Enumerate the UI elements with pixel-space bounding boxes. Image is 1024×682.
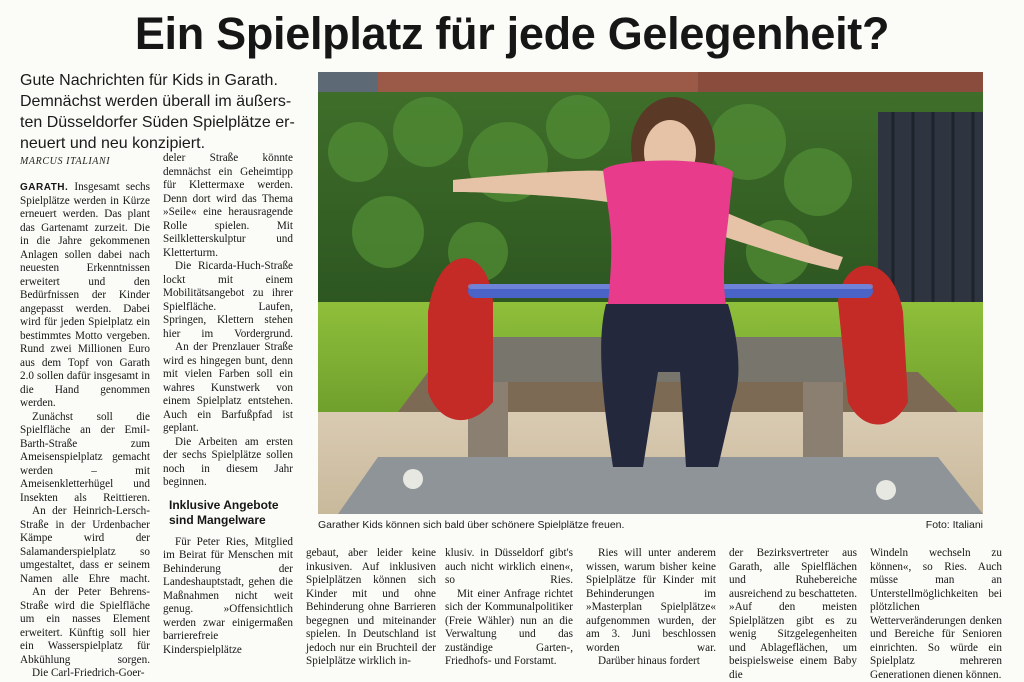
playground-photo-illustration <box>318 72 983 514</box>
text-column-3 <box>306 547 436 669</box>
deck-line: Gute Nachrichten für Kids in Garath. <box>20 72 278 89</box>
text-column-6 <box>729 547 857 682</box>
caption-text: Garather Kids können sich bald über schönere Spielplätze freuen. <box>318 519 625 531</box>
text-column-4 <box>445 547 573 669</box>
paragraph: klusiv. in Düsseldorf gibt's auch nicht wirklich einen«, so Ries. <box>445 547 573 586</box>
article-photo <box>318 72 983 514</box>
paragraph-text: Insgesamt sechs Spielplätze werden in Kürze erneuert werden. Das plant das Gartenamt zurzeit. Die in die Jahre gekommenen Anlagen sollen dabei nach neuesten Erkenntnissen erweitert und den Bedürfnissen der Kinder angepasst werden. Dabei wird für jeden Spielplatz ein bestimmtes Motto vergeben. Rund zwei Millionen Euro aus dem Topf von Garath 2.0 sollen dafür insgesamt in die Hand genommen werden. <box>20 181 150 409</box>
paragraph: Windeln wechseln zu können«, so Ries. Auch müsse man an Unterstellmöglichkeiten bei plötzlichen Wetterveränderungen denken und Bereiche für Senioren einrichten. So würde ein Spielplatz mehreren Generationen dienen können. <box>870 547 1002 681</box>
paragraph: Mit einer Anfrage richtet sich der Kommunalpolitiker (Freie Wähler) nun an die Verwaltung und das zuständige Garten-, Friedhofs- und Forstamt. <box>445 587 573 667</box>
paragraph: deler Straße könnte demnächst ein Geheimtipp für Klettermaxe werden. Denn dort wird das Thema »Seile« eine herausragende Rolle spielen. Mit Seilkletterskulptur und Kletterturm. <box>163 152 293 259</box>
paragraph: Darüber hinaus fordert <box>598 655 700 667</box>
dateline: GARATH. <box>20 182 69 193</box>
paragraph: gebaut, aber leider keine inkusiven. Auf inklusiven Spielplätzen können sich Kinder mit und ohne Behinderung ohne Barrieren begegnen und miteinander spielen. In Deutschland ist jedoch nur ein Bruchteil der Spielplätze wirklich in- <box>306 547 436 667</box>
paragraph: der Bezirksvertreter aus Garath, alle Spielflächen und Ruhebereiche ausreichend zu beschatteten. »Auf den meisten Spielplätzen gibt es zu wenig Sitzgelegenheiten und Ablageflächen, um beispielsweise einem Baby die <box>729 547 857 681</box>
subheading-line: sind Mangelware <box>169 512 266 527</box>
deck-line: Demnächst werden überall im äußers- <box>20 93 292 110</box>
subheading <box>169 498 293 528</box>
headline: Ein Spielplatz für jede Gelegenheit? <box>134 8 890 59</box>
paragraph: Zunächst soll die Spielfläche an der Emil-Barth-Straße zum Ameisenspielplatz gemacht werden – mit Ameisenkletterhügel und Insekten als Reittieren. <box>20 410 150 504</box>
paragraph <box>20 181 150 411</box>
text-column-7 <box>870 547 1002 682</box>
photo-caption <box>318 519 983 531</box>
text-column-2 <box>163 152 293 657</box>
author-byline: MARCUS ITALIANI <box>20 156 111 167</box>
paragraph: Für Peter Ries, Mitglied im Beirat für Menschen mit Behinderung der Landeshauptstadt, gehen die Maßnahmen nicht weit genug. »Offensichtlich werden zwar einigermaßen barrierefreie Kinderspielplätze <box>163 535 293 656</box>
subheading-line: Inklusive Angebote <box>169 497 279 512</box>
paragraph: Die Ricarda-Huch-Straße lockt mit einem Mobilitätsangebot zu ihrer Spielfläche. Laufen, Springen, Klettern stehen hier im Vordergrund. <box>163 260 293 340</box>
deck-line: neuert und neu konzipiert. <box>20 135 206 152</box>
paragraph: Die Arbeiten am ersten der sechs Spielplätze sollen noch in diesem Jahr beginnen. <box>163 435 293 488</box>
paragraph: An der Peter Behrens-Straße wird die Spielfläche um ein nasses Element erweitert. Künftig soll hier ein Wasserspielplatz für Abkühlung sorgen. <box>20 586 150 666</box>
paragraph: Die Carl-Friedrich-Goer- <box>32 667 145 679</box>
deck-line: ten Düsseldorfer Süden Spielplätze er- <box>20 114 295 131</box>
photo-credit: Foto: Italiani <box>925 519 983 531</box>
paragraph: An der Heinrich-Lersch-Straße in der Urdenbacher Kämpe wird der Salamanderspielplatz so umgestaltet, dass er seinem Namen alle Ehre macht. <box>20 505 150 585</box>
paragraph: An der Prenzlauer Straße wird es hingegen bunt, denn mit vielen Farben soll ein wahres Kunstwerk von einem Spielplatz entstehen. Auch ein Barfußpfad ist geplant. <box>163 341 293 434</box>
text-column-1 <box>20 181 150 681</box>
article-deck <box>20 70 305 154</box>
paragraph: Ries will unter anderem wissen, warum bisher keine Spielplätze für Kinder mit Behinderungen im »Masterplan Spielplätze« aufgenommen wurden, der am 3. Juni beschlossen worden war. <box>586 547 716 654</box>
text-column-5 <box>586 547 716 669</box>
